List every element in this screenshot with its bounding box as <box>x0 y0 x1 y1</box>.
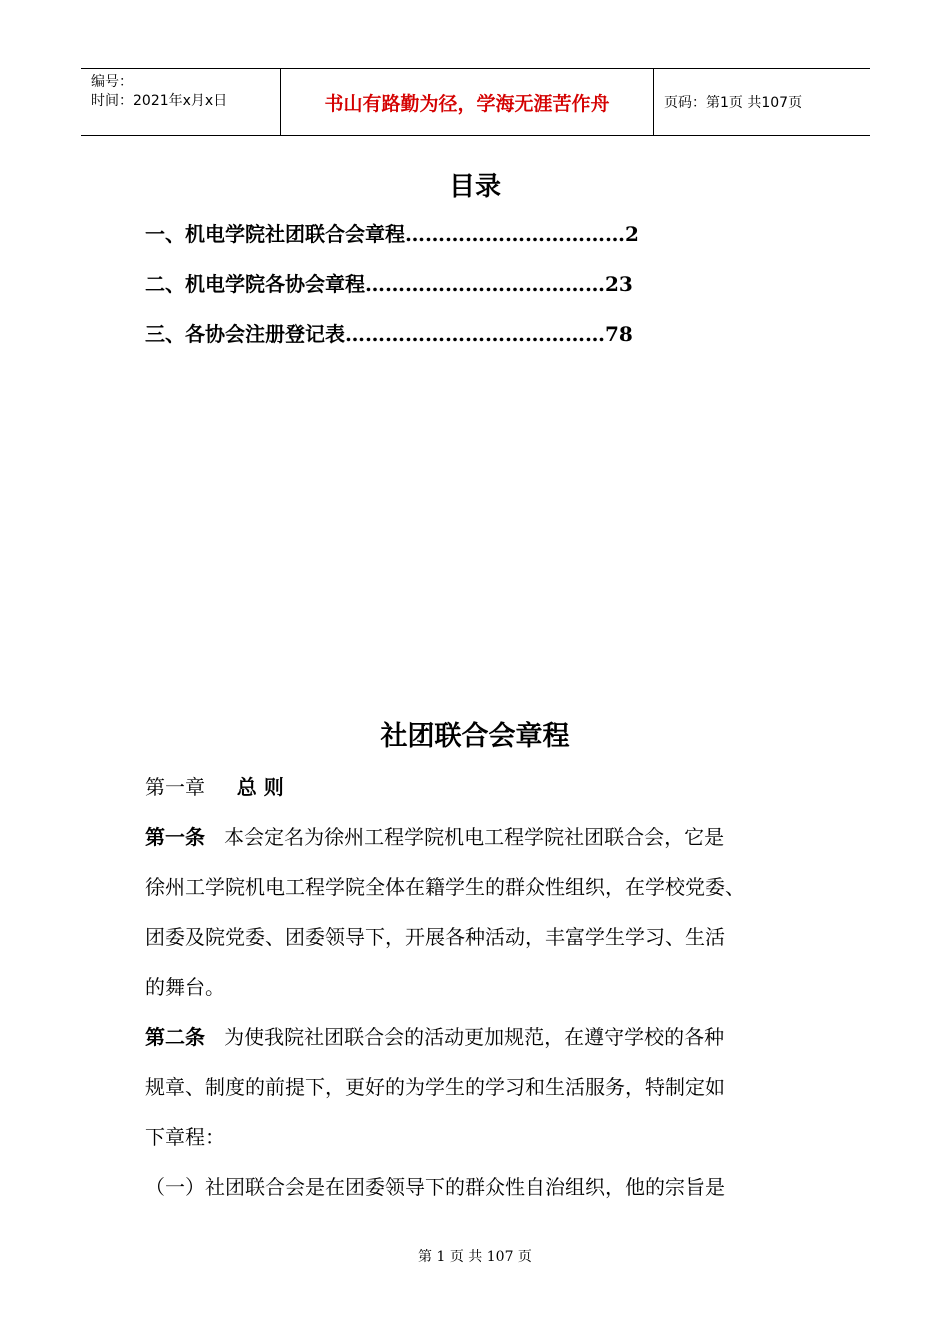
chapter-title: 总 则 <box>236 775 284 799</box>
document-body <box>145 762 815 1212</box>
article-2-line: 下章程： <box>145 1125 225 1149</box>
article-2 <box>145 1012 815 1162</box>
toc-item[interactable]: 二、机电学院各协会章程………………………………23 <box>145 272 633 296</box>
article-2-line: 为使我院社团联合会的活动更加规范，在遵守学校的各种 <box>224 1025 725 1049</box>
article-1-line: 的舞台。 <box>145 975 225 999</box>
article-1-line: 团委及院党委、团委领导下，开展各种活动，丰富学生学习、生活 <box>145 925 725 949</box>
article-2-line: 规章、制度的前提下，更好的为学生的学习和生活服务，特制定如 <box>145 1075 725 1099</box>
article-1-line: 本会定名为徐州工程学院机电工程学院社团联合会，它是 <box>224 825 725 849</box>
article-1-label: 第一条 <box>145 825 205 849</box>
section-title: 社团联合会章程 <box>380 721 570 752</box>
article-1-line: 徐州工学院机电工程学院全体在籍学生的群众性组织，在学校党委、 <box>145 875 745 899</box>
article-1 <box>145 812 815 1012</box>
page-footer: 第 1 页 共 107 页 <box>418 1249 532 1265</box>
toc-item[interactable]: 一、机电学院社团联合会章程……………………………2 <box>145 222 639 246</box>
chapter-label: 第一章 <box>145 775 205 799</box>
article-2-label: 第二条 <box>145 1025 205 1049</box>
header-motto: 书山有路勤为径，学海无涯苦作舟 <box>281 69 654 135</box>
chapter-heading <box>145 762 815 812</box>
header-page-info: 页码：第1页 共107页 <box>664 95 803 111</box>
toc-item[interactable]: 三、各协会注册登记表…………………………………78 <box>145 322 633 346</box>
page-header <box>81 68 870 136</box>
table-of-contents <box>145 218 639 368</box>
header-meta <box>81 69 281 135</box>
article-item-1: （一）社团联合会是在团委领导下的群众性自治组织，他的宗旨是 <box>145 1175 725 1199</box>
toc-title: 目录 <box>448 172 501 202</box>
header-number: 编号： <box>91 74 133 90</box>
header-time: 时间：2021年x月x日 <box>91 93 228 109</box>
